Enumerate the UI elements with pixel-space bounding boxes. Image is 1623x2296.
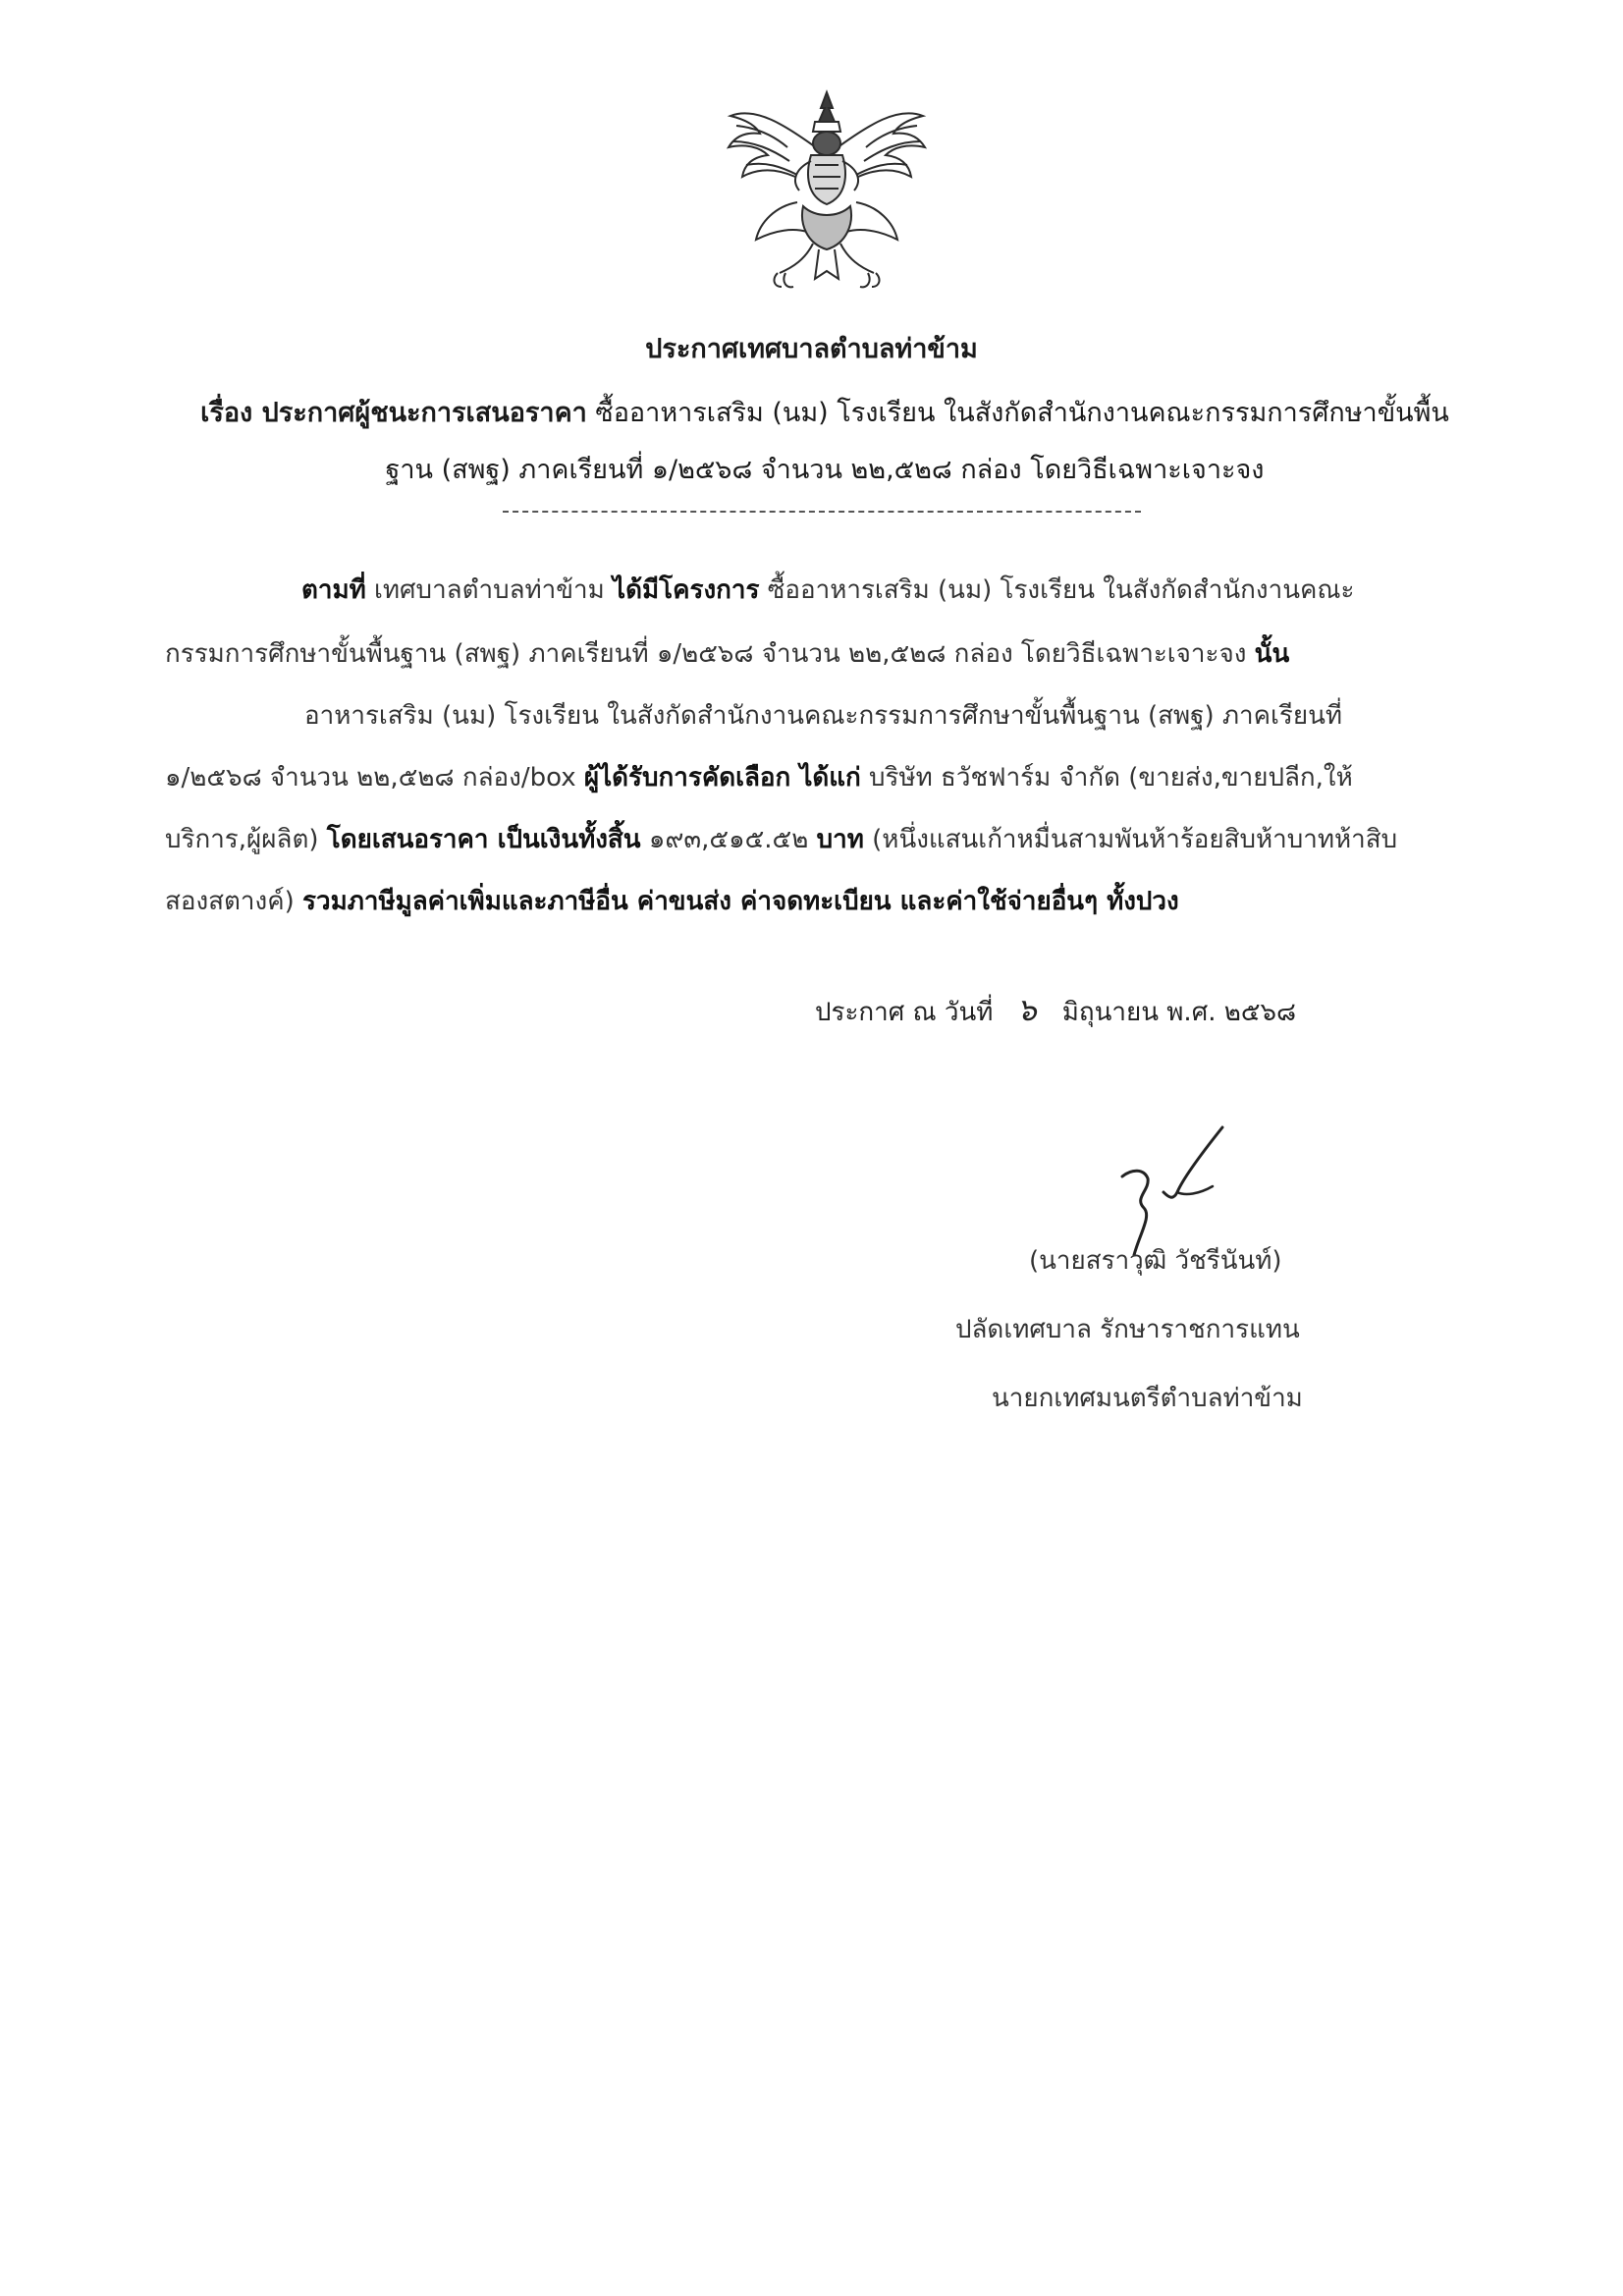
date-month-year: มิถุนายน พ.ศ. ๒๕๖๘ xyxy=(1061,998,1297,1027)
signatory-position: ปลัดเทศบาล รักษาราชการแทน xyxy=(955,1315,1300,1344)
body-text: ๑/๒๕๖๘ จำนวน ๒๒,๕๒๘ กล่อง/box xyxy=(165,763,584,793)
subject-label: เรื่อง ประกาศผู้ชนะการเสนอราคา xyxy=(200,398,587,428)
subject-line-2: ฐาน (สพฐ) ภาคเรียนที่ ๑/๒๕๖๘ จำนวน ๒๒,๕๒๘ กล่อง โดยวิธีเฉพาะเจาะจง xyxy=(385,455,1265,485)
body-text: ซื้ออาหารเสริม (นม) โรงเรียน ในสังกัดสำนักงานคณะ xyxy=(759,575,1355,605)
body-text: เทศบาลตำบลท่าข้าม xyxy=(365,575,614,605)
garuda-emblem-icon xyxy=(717,86,938,298)
body-text: บริษัท ธวัชฟาร์ม จำกัด (ขายส่ง,ขายปลีก,ให้ xyxy=(860,763,1353,793)
date-prefix: ประกาศ ณ วันที่ xyxy=(815,998,994,1027)
body-text: (หนึ่งแสนเก้าหมื่นสามพันห้าร้อยสิบห้าบาทห้าสิบ xyxy=(863,825,1398,854)
announcement-date xyxy=(815,985,1296,1035)
body-bold: ได้มีโครงการ xyxy=(613,575,760,605)
body-line xyxy=(165,881,1179,921)
date-day: ๖ xyxy=(1016,991,1037,1028)
body-line xyxy=(165,633,1289,674)
body-bold: โดยเสนอราคา เป็นเงินทั้งสิ้น xyxy=(326,825,641,854)
signatory-title: นายกเทศมนตรีตำบลท่าข้าม xyxy=(992,1384,1303,1413)
body-lead: ตามที่ xyxy=(301,575,366,605)
body-text: กรรมการศึกษาขั้นพื้นฐาน (สพฐ) ภาคเรียนที่ ๑/๒๕๖๘ จำนวน ๒๒,๕๒๘ กล่อง โดยวิธีเฉพาะเจาะจง xyxy=(165,639,1255,669)
body-line xyxy=(165,819,1397,859)
body-line xyxy=(165,757,1353,797)
body-bold: บาท xyxy=(816,825,864,854)
subject-line-1 xyxy=(172,385,1478,442)
body-line: อาหารเสริม (นม) โรงเรียน ในสังกัดสำนักงานคณะกรรมการศึกษาขั้นพื้นฐาน (สพฐ) ภาคเรียนที่ xyxy=(304,701,1343,731)
body-text: ๑๙๓,๕๑๕.๕๒ xyxy=(640,825,817,854)
body-bold: นั้น xyxy=(1254,639,1290,669)
divider xyxy=(503,511,1141,513)
body-text: บริการ,ผู้ผลิต) xyxy=(165,825,327,854)
body-text: สองสตางค์) xyxy=(165,887,303,916)
body-bold: รวมภาษีมูลค่าเพิ่มและภาษีอื่น ค่าขนส่ง ค่าจดทะเบียน และค่าใช้จ่ายอื่นๆ ทั้งปวง xyxy=(302,887,1179,916)
announcement-subject xyxy=(172,385,1478,499)
signatory-name: (นายสราวุฒิ วัชรีนันท์) xyxy=(1029,1246,1282,1276)
announcement-title: ประกาศเทศบาลตำบลท่าข้าม xyxy=(645,334,978,364)
body-bold: ผู้ได้รับการคัดเลือก ได้แก่ xyxy=(583,763,861,793)
body-line xyxy=(301,570,1354,610)
subject-text-1: ซื้ออาหารเสริม (นม) โรงเรียน ในสังกัดสำนักงานคณะกรรมการศึกษาขั้นพื้น xyxy=(586,398,1449,428)
